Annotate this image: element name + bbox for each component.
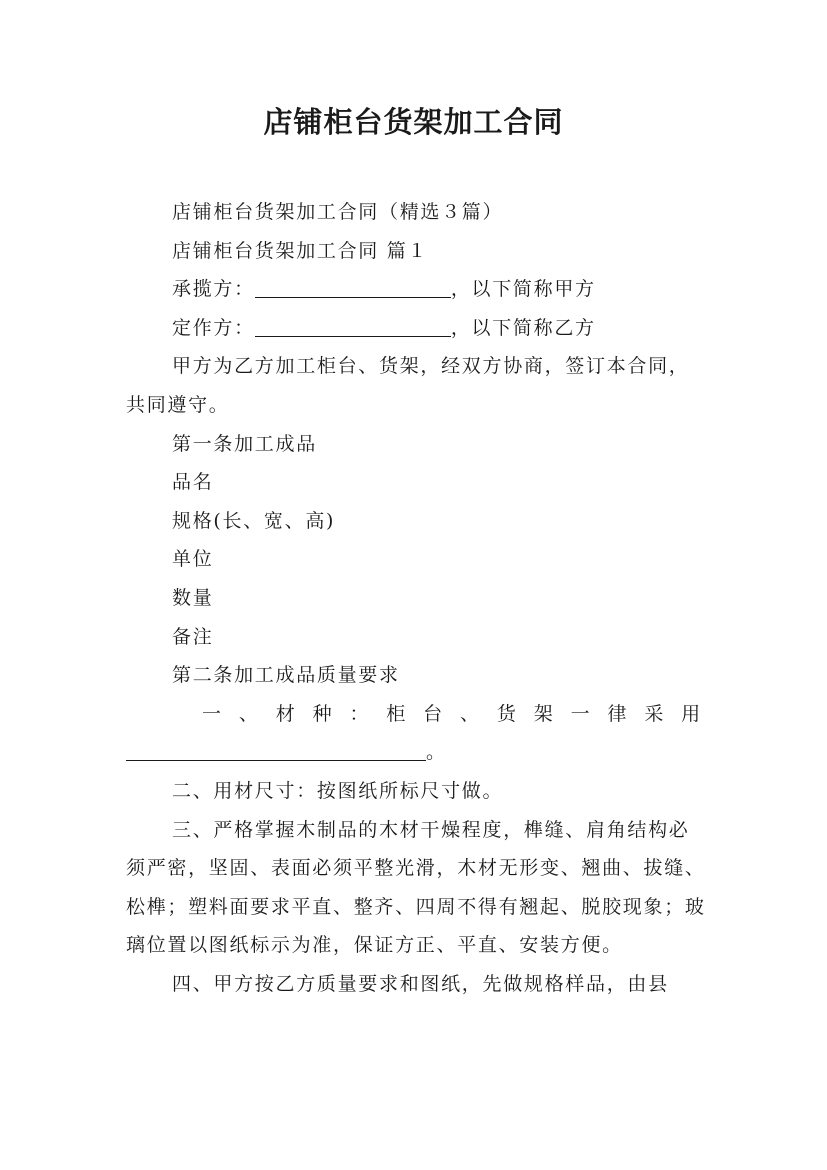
party-b-line [126, 309, 706, 348]
material-blank-line [126, 733, 706, 772]
party-a-blank [255, 271, 451, 298]
item-quantity-field: 数量 [172, 586, 214, 609]
material-char: 台 [423, 702, 444, 725]
document-title: 店铺柜台货架加工合同 [263, 105, 564, 139]
material-char: ： [349, 702, 371, 725]
party-a-line [126, 270, 706, 309]
material-char: 架 [533, 702, 555, 725]
material-clause-line [126, 695, 706, 734]
material-char: 、 [460, 702, 481, 725]
material-char: 材 [275, 702, 297, 725]
material-char: 种 [312, 702, 334, 725]
material-char: 柜 [386, 702, 407, 725]
item-name-field: 品名 [172, 471, 214, 494]
document-body [126, 193, 706, 1003]
material-char: 一 [202, 702, 223, 725]
material-char: 、 [238, 702, 260, 725]
item-unit-field: 单位 [172, 548, 214, 571]
subtitle-line: 店铺柜台货架加工合同（精选３篇） [172, 201, 504, 223]
party-a-suffix: ，以下简称甲方 [450, 278, 596, 301]
party-a-label: 承揽方： [172, 278, 255, 301]
party-b-blank [255, 310, 451, 337]
material-char: 货 [496, 702, 518, 725]
material-end: 。 [426, 741, 447, 764]
item-spec-field: 规格(长、宽、高) [172, 509, 336, 532]
quality-clause: 三、严格掌握木制品的木材干燥程度，榫缝、肩角结构必须严密，坚固、表面必须平整光滑，木材无形变、翘曲、拔缝、松榫；塑料面要求平直、整齐、四周不得有翘起、脱胶现象；玻璃位置以图纸标示为准，保证方正、平直、安装方便。 [126, 818, 706, 957]
material-char: 一 [570, 702, 592, 725]
item-note-field: 备注 [172, 625, 214, 648]
party-b-label: 定作方： [172, 316, 255, 339]
material-char: 律 [607, 702, 629, 725]
chapter-heading: 店铺柜台货架加工合同 篇１ [172, 239, 429, 262]
sample-clause: 四、甲方按乙方质量要求和图纸，先做规格样品，由县 [172, 972, 669, 995]
size-clause: 二、用材尺寸：按图纸所标尺寸做。 [172, 779, 504, 802]
article-2-heading: 第二条加工成品质量要求 [172, 664, 400, 687]
article-1-heading: 第一条加工成品 [172, 432, 317, 455]
party-b-suffix: ，以下简称乙方 [450, 316, 596, 339]
intro-paragraph: 甲方为乙方加工柜台、货架，经双方协商，签订本合同，共同遵守。 [126, 355, 690, 416]
material-char: 采 [644, 702, 666, 725]
material-blank [126, 734, 426, 761]
material-char: 用 [681, 702, 702, 725]
